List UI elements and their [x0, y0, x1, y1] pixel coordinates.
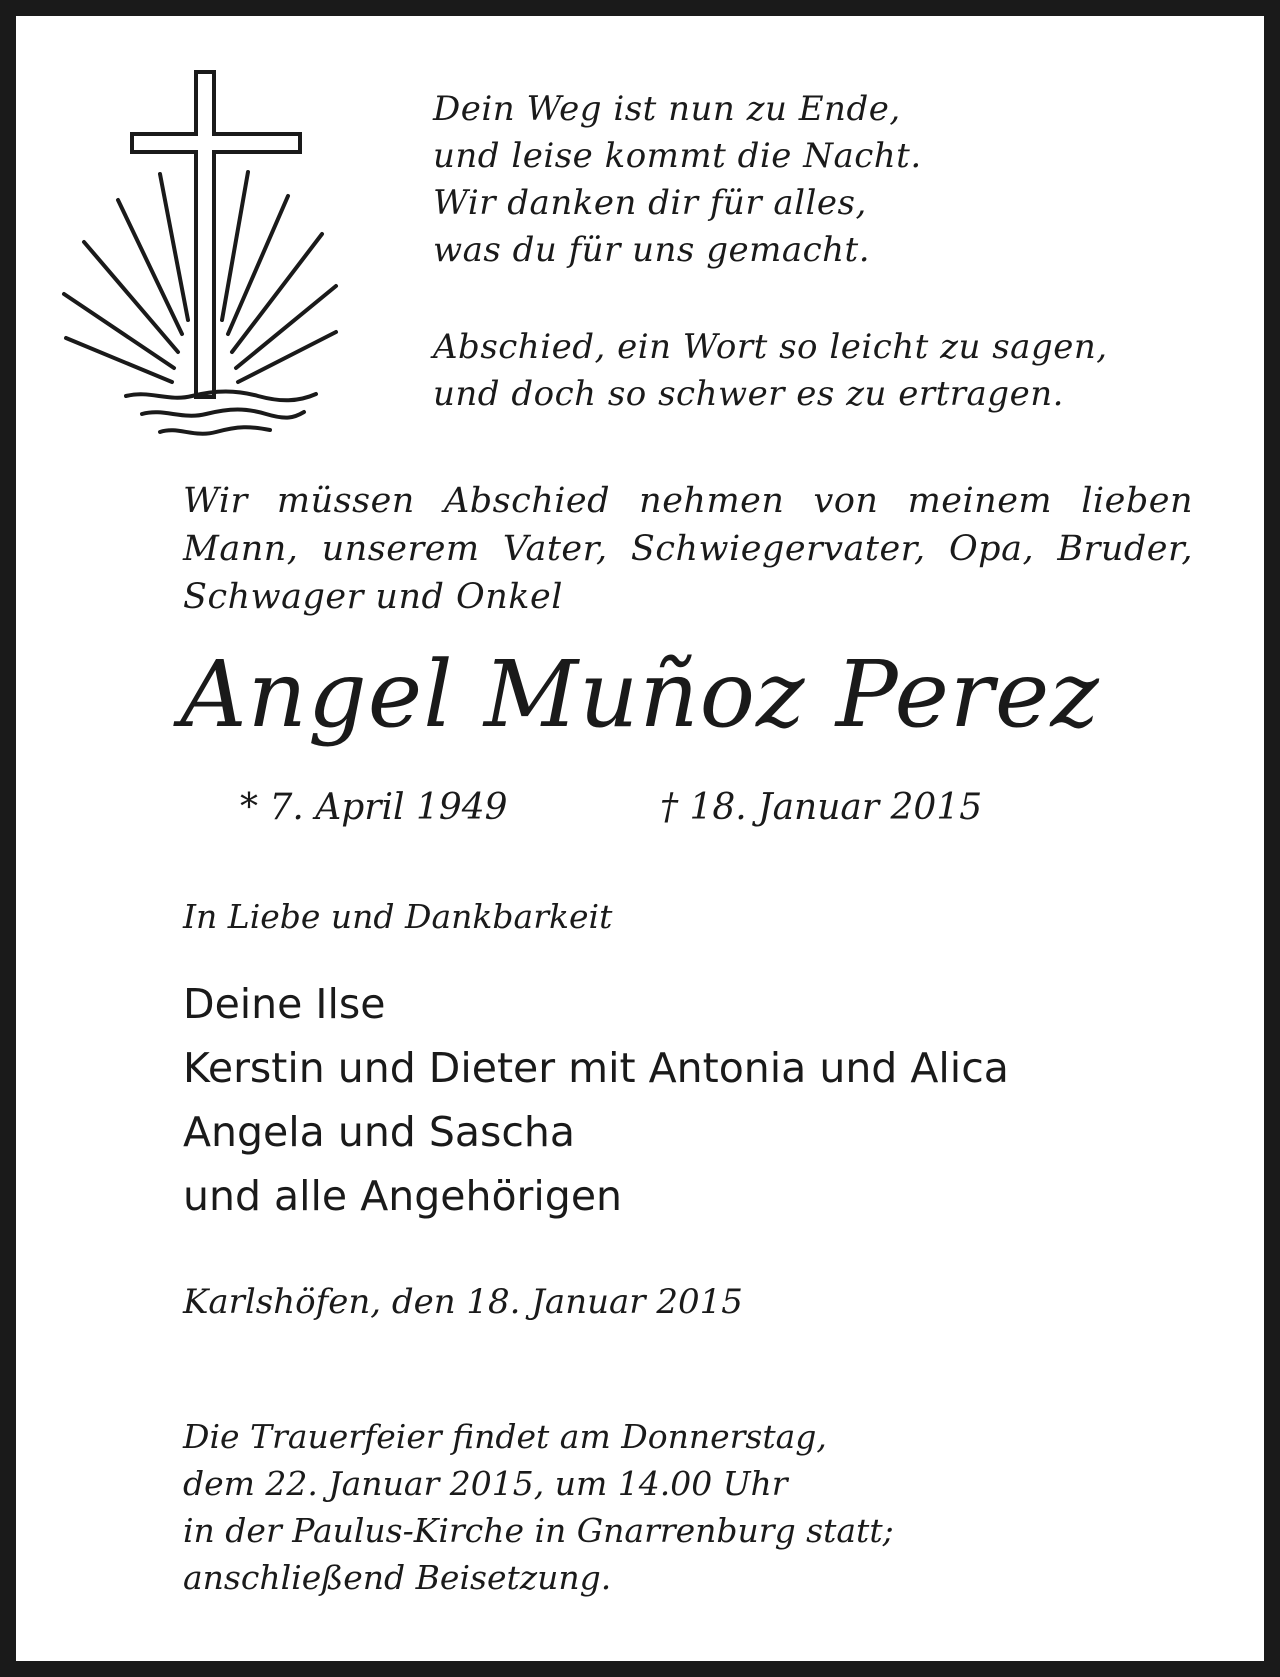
family-line: und alle Angehörigen	[183, 1172, 623, 1220]
poem-stanza	[433, 86, 1213, 274]
cross-with-sun-rays-icon	[60, 62, 370, 452]
closing-phrase: In Liebe und Dankbarkeit	[183, 897, 613, 936]
poem-line: was du für uns gemacht.	[433, 230, 870, 270]
funeral-service-info	[183, 1413, 1183, 1601]
service-line: anschließend Beisetzung.	[183, 1558, 612, 1597]
poem-line: Wir danken dir für alles,	[433, 183, 867, 223]
place-date: Karlshöfen, den 18. Januar 2015	[183, 1282, 743, 1322]
poem-line: und doch so schwer es zu ertragen.	[433, 374, 1064, 414]
family-line: Deine Ilse	[183, 980, 386, 1028]
intro-text: Wir müssen Abschied nehmen von meinem lieben Mann, unserem Vater, Schwiegervater, Opa, Bruder, Schwager und Onkel	[183, 481, 1193, 617]
service-line: Die Trauerfeier findet am Donnerstag,	[183, 1417, 827, 1456]
service-line: dem 22. Januar 2015, um 14.00 Uhr	[183, 1464, 788, 1503]
poem-line: und leise kommt die Nacht.	[433, 136, 922, 176]
poem-line: Abschied, ein Wort so leicht zu sagen,	[433, 327, 1108, 367]
poem	[433, 86, 1213, 468]
birth-date: * 7. April 1949	[240, 787, 508, 828]
family-signatures	[183, 972, 1213, 1228]
deceased-name: Angel Muñoz Perez	[180, 641, 1100, 748]
poem-stanza	[433, 324, 1213, 418]
family-line: Angela und Sascha	[183, 1108, 576, 1156]
poem-line: Dein Weg ist nun zu Ende,	[433, 89, 901, 129]
family-line: Kerstin und Dieter mit Antonia und Alica	[183, 1044, 1009, 1092]
death-date: † 18. Januar 2015	[660, 787, 983, 828]
service-line: in der Paulus-Kirche in Gnarrenburg statt;	[183, 1511, 894, 1550]
